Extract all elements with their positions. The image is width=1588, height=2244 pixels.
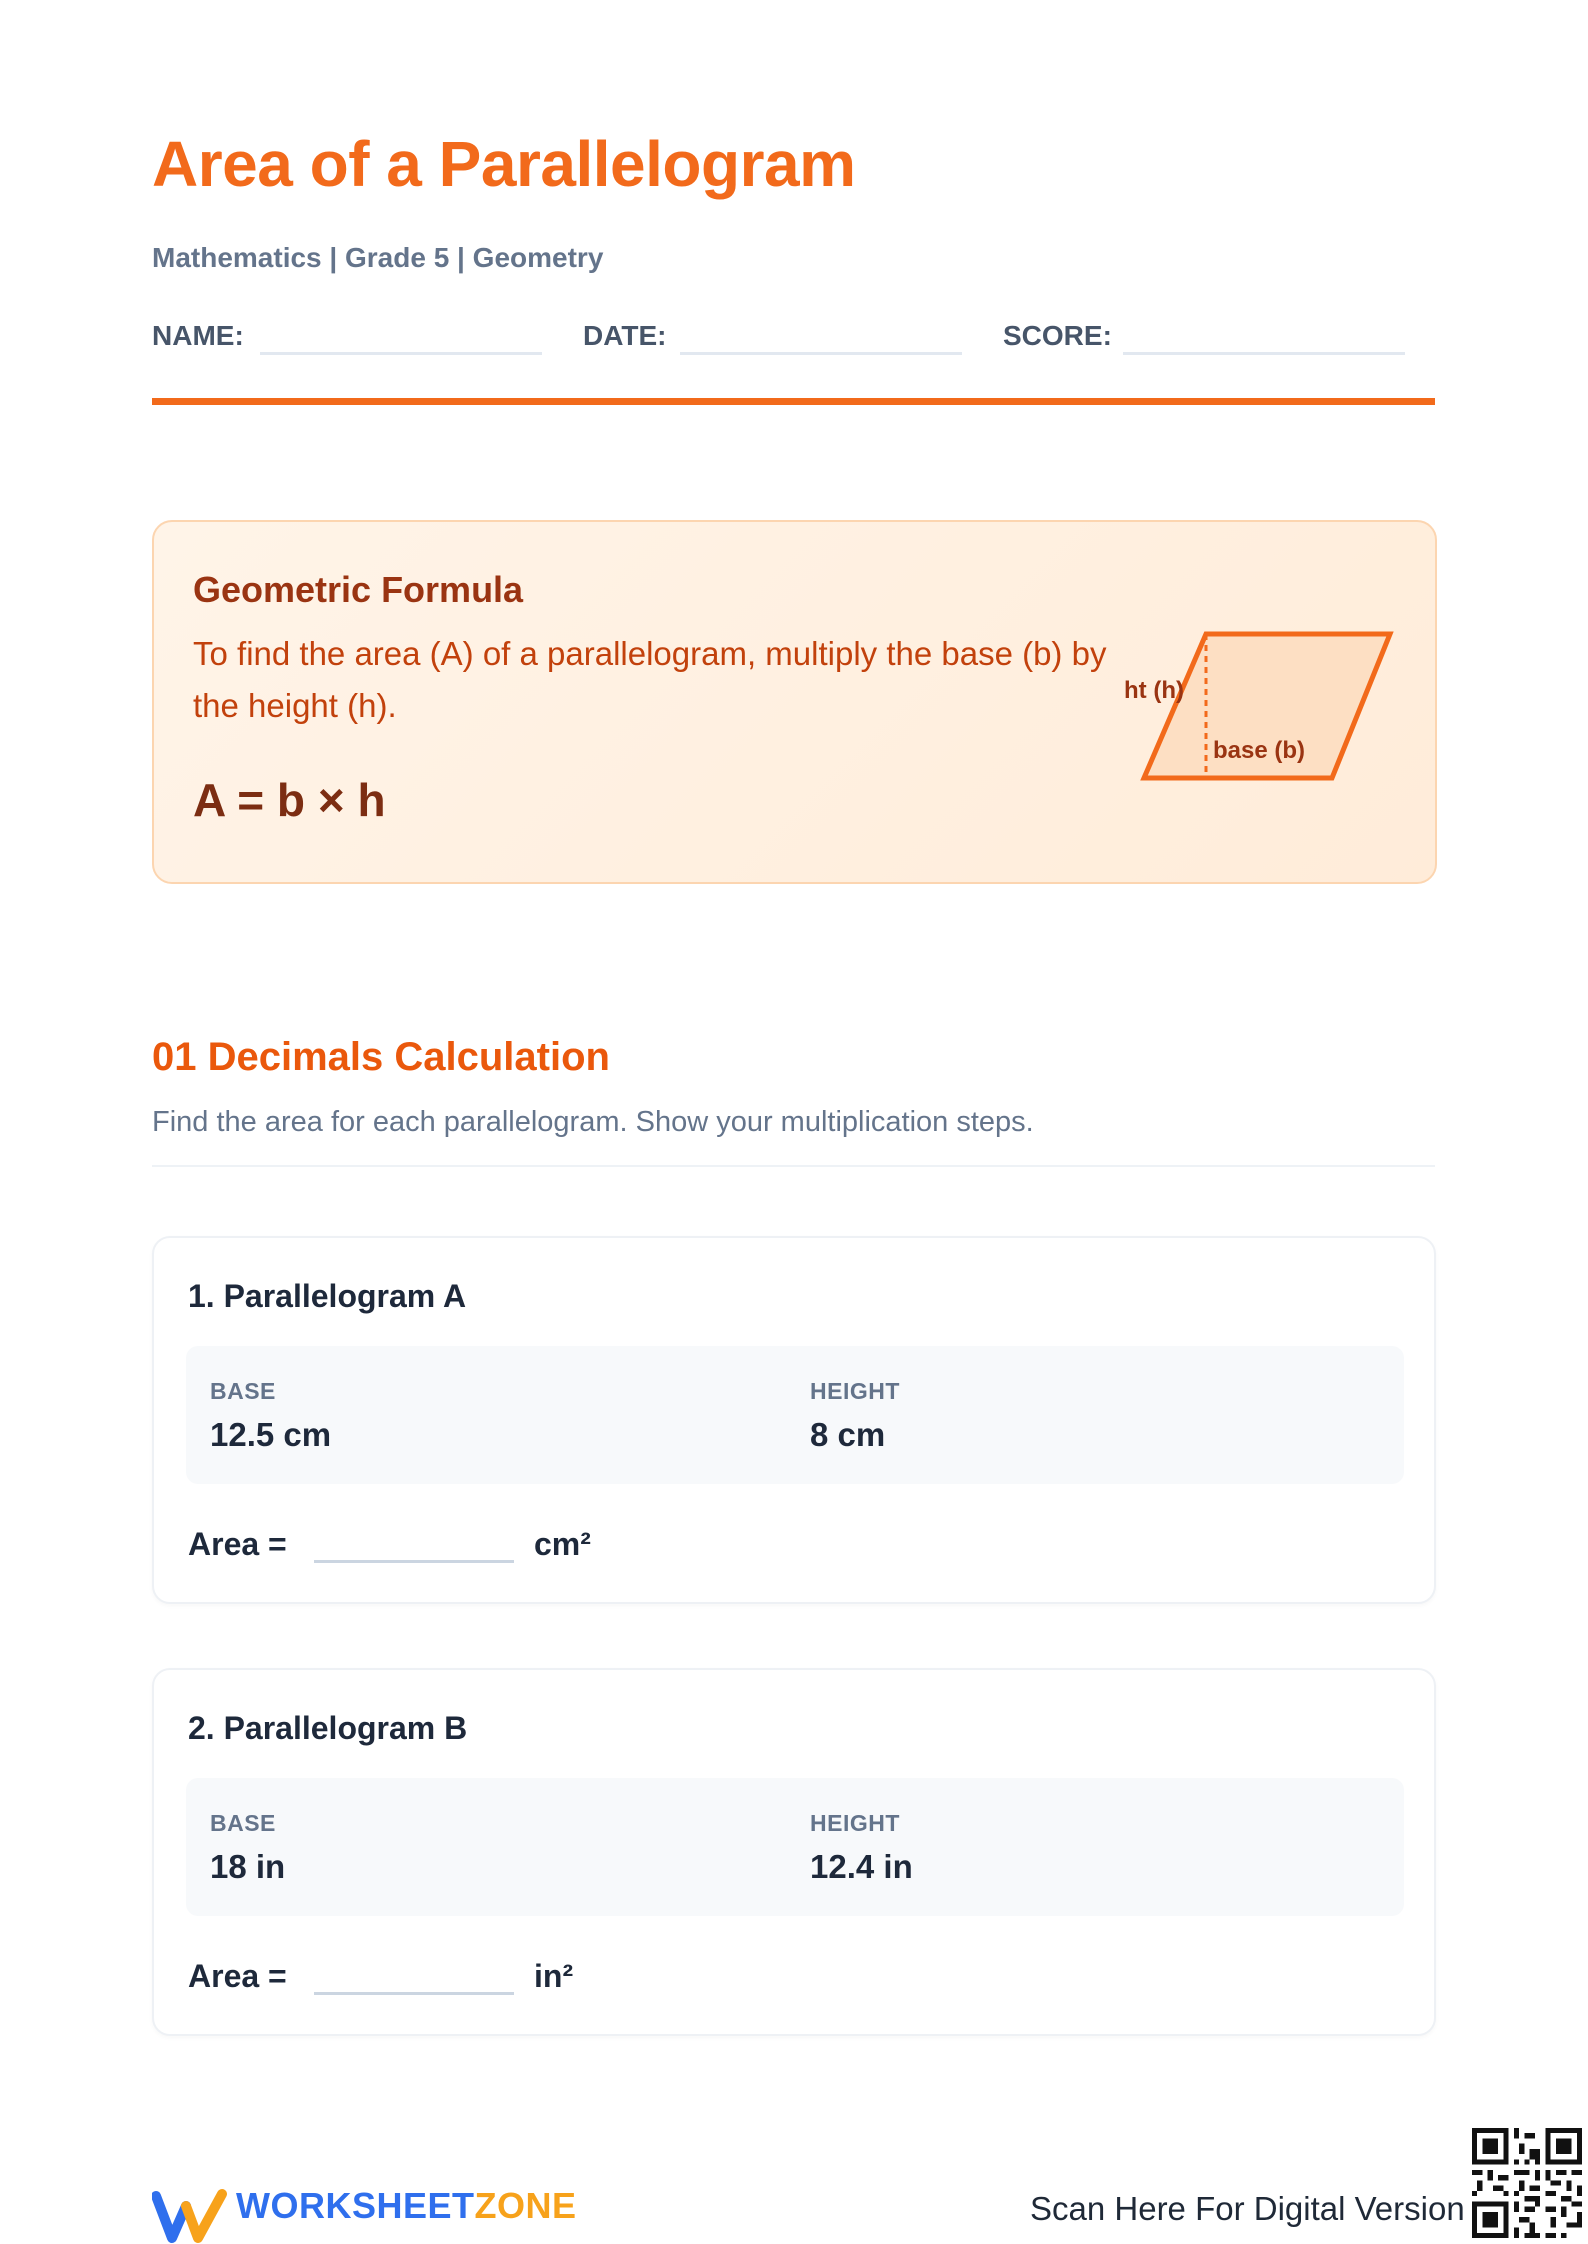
- height-label: HEIGHT: [810, 1378, 900, 1404]
- base-label: BASE: [210, 1810, 276, 1836]
- date-field[interactable]: [680, 352, 962, 355]
- formula-description: To find the area (A) of a parallelogram, multiply the base (b) by the height (h).: [193, 635, 1107, 724]
- name-label: NAME:: [152, 320, 244, 351]
- area-answer-field[interactable]: [314, 1992, 514, 1995]
- height-value: 8 cm: [810, 1416, 886, 1453]
- area-label: Area =: [188, 1958, 287, 1994]
- header-divider: [152, 398, 1435, 405]
- base-value: 18 in: [210, 1848, 286, 1885]
- parallelogram-diagram: [1100, 610, 1400, 810]
- base-value: 12.5 cm: [210, 1416, 332, 1453]
- scan-instruction: Scan Here For Digital Version: [1030, 2190, 1465, 2227]
- section-instructions: Find the area for each parallelogram. Show your multiplication steps.: [152, 1106, 1034, 1138]
- score-label: SCORE:: [1003, 320, 1112, 351]
- problem-info-panel: [186, 1778, 1404, 1916]
- page-title: Area of a Parallelogram: [152, 128, 856, 200]
- base-label: BASE: [210, 1378, 276, 1404]
- height-value: 12.4 in: [810, 1848, 913, 1885]
- brand-name: WORKSHEETZONE: [236, 2185, 577, 2226]
- problem-info-panel: [186, 1346, 1404, 1484]
- worksheetzone-logo-icon: [152, 2188, 228, 2244]
- formula-equation: A = b × h: [193, 774, 386, 826]
- score-field[interactable]: [1123, 352, 1405, 355]
- problem-title: 1. Parallelogram A: [188, 1278, 467, 1314]
- problem-card: [152, 1236, 1436, 1604]
- area-unit: cm²: [534, 1526, 591, 1562]
- qr-code-icon[interactable]: [1472, 2128, 1582, 2238]
- base-label: base (b): [1213, 737, 1306, 764]
- height-label: HEIGHT: [810, 1810, 900, 1836]
- section-title: 01 Decimals Calculation: [152, 1035, 610, 1079]
- problem-card: [152, 1668, 1436, 2036]
- date-label: DATE:: [583, 320, 667, 351]
- problem-title: 2. Parallelogram B: [188, 1710, 468, 1746]
- height-label: ht (h): [1124, 677, 1184, 704]
- area-unit: in²: [534, 1958, 574, 1994]
- page-subtitle: Mathematics | Grade 5 | Geometry: [152, 242, 604, 273]
- formula-title: Geometric Formula: [193, 569, 524, 610]
- area-label: Area =: [188, 1526, 287, 1562]
- section-divider: [152, 1165, 1435, 1167]
- name-field[interactable]: [260, 352, 542, 355]
- area-answer-field[interactable]: [314, 1560, 514, 1563]
